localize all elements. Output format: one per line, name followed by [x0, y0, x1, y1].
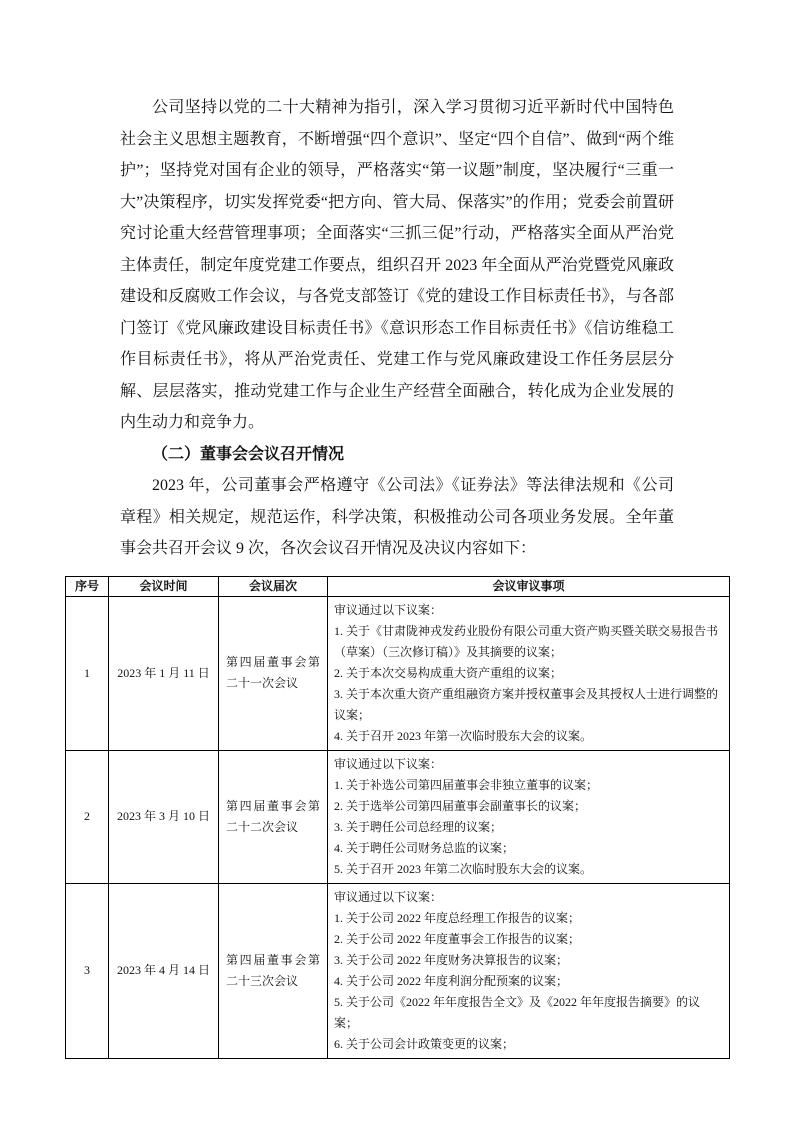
- agenda-item: 2. 关于公司 2022 年度董事会工作报告的议案；: [334, 931, 581, 946]
- meeting-agenda: [328, 883, 730, 1058]
- header-row: [66, 576, 730, 596]
- agenda-item: 审议通过以下议案：: [334, 602, 443, 617]
- column-header-session: 会议届次: [219, 576, 328, 596]
- agenda-item: 审议通过以下议案：: [334, 889, 443, 904]
- meeting-date: 2023 年 4 月 14 日: [109, 883, 219, 1058]
- agenda-item: 6. 关于公司会计政策变更的议案；: [334, 1036, 515, 1051]
- agenda-item: 5. 关于召开 2023 年第二次临时股东大会的议案。: [334, 861, 593, 876]
- agenda-item: 2. 关于选举公司第四届董事会副董事长的议案；: [334, 798, 587, 813]
- party-building-paragraph: 公司坚持以党的二十大精神为指引，深入学习贯彻习近平新时代中国特色社会主义思想主题教育，不断增强“四个意识”、坚定“四个自信”、做到“两个维护”；坚持党对国有企业的领导，严格落实“第一议题”制度，坚决履行“三重一大”决策程序，切实发挥党委“把方向、管大局、保落实”的作用；党委会前置研究讨论重大经营管理事项；全面落实“三抓三促”行动，严格落实全面从严治党主体责任，制定年度党建工作要点，组织召开 2023 年全面从严治党暨党风廉政建设和反腐败工作会议，与各党支部签订《党的建设工作目标责任书》，与各部门签订《党风廉政建设目标责任书》《意识形态工作目标责任书》《信访维稳工作目标责任书》，将从严治党责任、党建工作与党风廉政建设工作任务层层分解、层层落实，推动党建工作与企业生产经营全面融合，转化成为企业发展的内生动力和竞争力。: [120, 99, 674, 431]
- agenda-item: 1. 关于补选公司第四届董事会非独立董事的议案；: [334, 777, 599, 792]
- agenda-item: 3. 关于公司 2022 年度财务决算报告的议案；: [334, 952, 569, 967]
- column-header-date: 会议时间: [109, 576, 219, 596]
- meetings-table-header: [66, 576, 730, 596]
- agenda-item: 4. 关于公司 2022 年度利润分配预案的议案；: [334, 973, 569, 988]
- meeting-date: 2023 年 3 月 10 日: [109, 750, 219, 883]
- column-header-index: 序号: [66, 576, 109, 596]
- meeting-row: [66, 883, 730, 1058]
- meeting-index: 1: [66, 596, 109, 750]
- agenda-item: 2. 关于本次交易构成重大资产重组的议案；: [334, 665, 563, 680]
- meeting-session: 第四届董事会第二十三次会议: [219, 883, 328, 1058]
- meetings-table-body: [66, 596, 730, 1058]
- meeting-agenda: [328, 596, 730, 750]
- agenda-item: 审议通过以下议案：: [334, 756, 443, 771]
- column-header-agenda: 会议审议事项: [328, 576, 730, 596]
- meeting-agenda: [328, 750, 730, 883]
- meeting-index: 2: [66, 750, 109, 883]
- agenda-item: 5. 关于公司《2022 年年度报告全文》及《2022 年年度报告摘要》的议案；: [334, 994, 701, 1030]
- meeting-row: [66, 750, 730, 883]
- meeting-session: 第四届董事会第二十二次会议: [219, 750, 328, 883]
- section-heading-board-meetings: （二）董事会会议召开情况: [152, 445, 345, 463]
- meeting-index: 3: [66, 883, 109, 1058]
- meeting-session: 第四届董事会第二十一次会议: [219, 596, 328, 750]
- agenda-item: 3. 关于本次重大资产重组融资方案并授权董事会及其授权人士进行调整的议案；: [334, 686, 719, 722]
- agenda-item: 4. 关于召开 2023 年第一次临时股东大会的议案。: [334, 728, 593, 743]
- meetings-table: [65, 576, 730, 1059]
- agenda-item: 1. 关于公司 2022 年度总经理工作报告的议案；: [334, 910, 581, 925]
- meeting-date: 2023 年 1 月 11 日: [109, 596, 219, 750]
- agenda-item: 1. 关于《甘肃陇神戎发药业股份有限公司重大资产购买暨关联交易报告书（草案）（三次修订稿）》及其摘要的议案；: [334, 623, 719, 659]
- board-meetings-intro-paragraph: 2023 年，公司董事会严格遵守《公司法》《证券法》等法律法规和《公司章程》相关规定，规范运作，科学决策，积极推动公司各项业务发展。全年董事会共召开会议 9 次，各次会议召开情况及决议内容如下：: [120, 477, 674, 557]
- meeting-row: [66, 596, 730, 750]
- agenda-item: 3. 关于聘任公司总经理的议案；: [334, 819, 503, 834]
- agenda-item: 4. 关于聘任公司财务总监的议案；: [334, 840, 515, 855]
